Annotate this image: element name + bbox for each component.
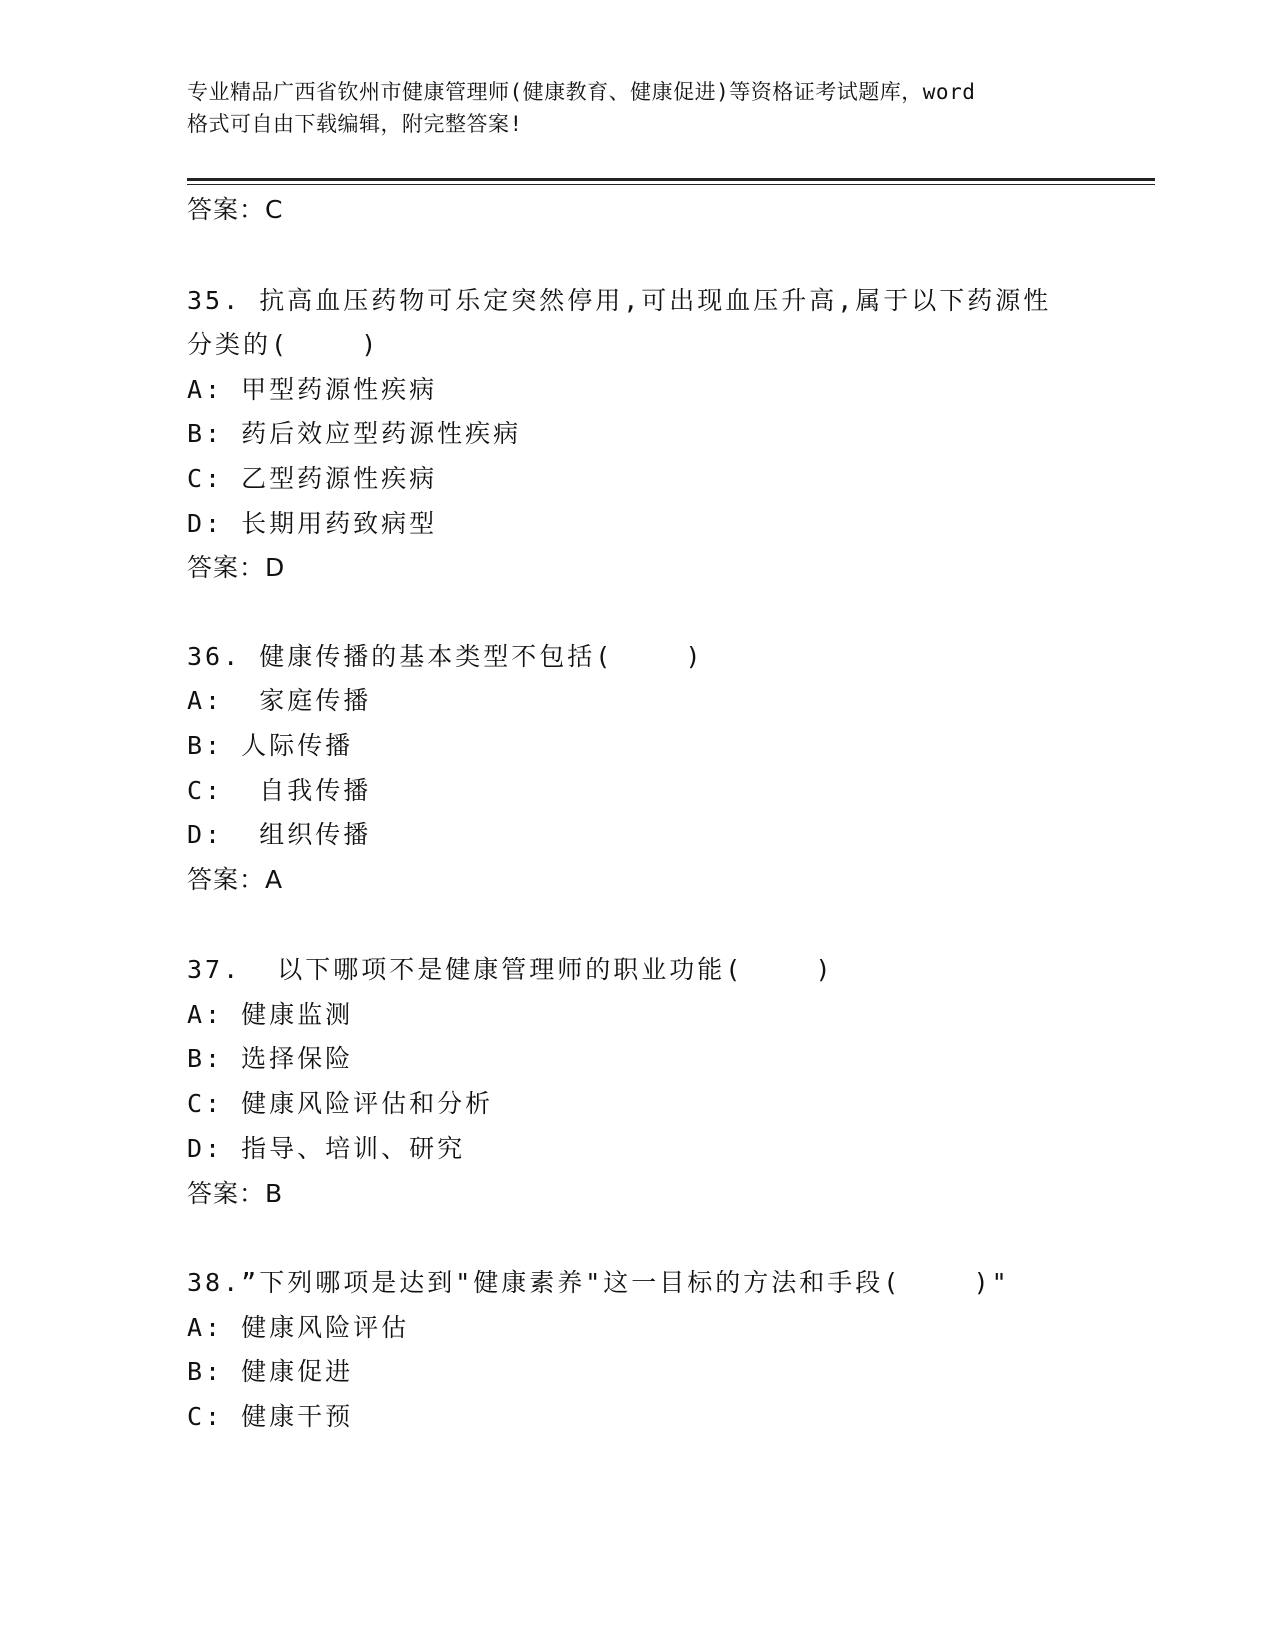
header-line-2: 格式可自由下载编辑，附完整答案! [187, 112, 523, 136]
question-37-option-d: D: 指导、培训、研究 [187, 1134, 466, 1163]
question-37-option-a: A: 健康监测 [187, 1000, 354, 1029]
question-36-option-c: C: 自我传播 [187, 776, 372, 805]
question-36-option-b: B: 人际传播 [187, 731, 354, 760]
question-36-option-d: D: 组织传播 [187, 820, 372, 849]
question-38-option-a: A: 健康风险评估 [187, 1313, 410, 1342]
question-37-stem: 37. 以下哪项不是健康管理师的职业功能( ) [187, 955, 834, 984]
question-35-option-a: A: 甲型药源性疾病 [187, 375, 438, 404]
question-35-option-c: C: 乙型药源性疾病 [187, 464, 438, 493]
document-header [187, 76, 1087, 140]
answer-36: 答案：A [187, 865, 284, 894]
question-35-stem-line-2: 分类的( ) [187, 330, 380, 359]
header-divider-thin [187, 184, 1155, 185]
question-35-option-d: D: 长期用药致病型 [187, 509, 438, 538]
question-36-stem: 36. 健康传播的基本类型不包括( ) [187, 642, 704, 671]
question-36-option-a: A: 家庭传播 [187, 686, 372, 715]
question-38-option-b: B: 健康促进 [187, 1357, 354, 1386]
answer-34: 答案：C [187, 195, 284, 224]
question-35-stem-line-1: 35. 抗高血压药物可乐定突然停用,可出现血压升高,属于以下药源性 [187, 286, 1052, 315]
question-38-stem: 38.”下列哪项是达到"健康素养"这一目标的方法和手段( )" [187, 1268, 1010, 1297]
header-line-1: 专业精品广西省钦州市健康管理师(健康教育、健康促进)等资格证考试题库，word [187, 80, 976, 104]
question-37-option-b: B: 选择保险 [187, 1044, 354, 1073]
answer-37: 答案：B [187, 1179, 284, 1208]
question-38-option-c: C: 健康干预 [187, 1402, 354, 1431]
header-divider-thick [187, 178, 1155, 181]
answer-35: 答案：D [187, 553, 286, 582]
question-35-option-b: B: 药后效应型药源性疾病 [187, 419, 522, 448]
question-37-option-c: C: 健康风险评估和分析 [187, 1089, 494, 1118]
